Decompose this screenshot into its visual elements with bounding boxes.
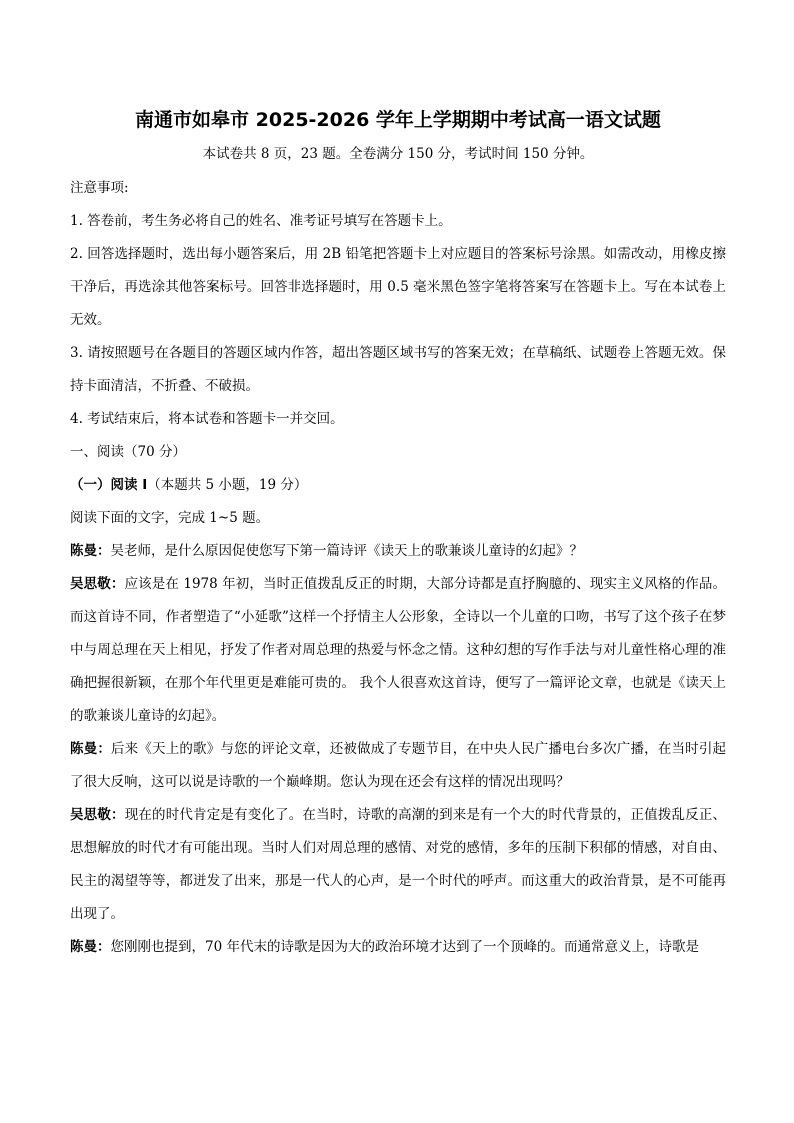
exam-page — [70, 106, 726, 964]
dialogue-text: 应该是在 1978 年初，当时正值拨乱反正的时期，大部分诗都是直抒胸臆的、现实主义风格的作品。而这首诗不同，作者塑造了“小延歌”这样一个抒情主人公形象，全诗以一个儿童的口吻，书写了这个孩子在梦中与周总理在天上相见，抒发了作者对周总理的热爱与怀念之情。这种幻想的写作手法与对儿童性格心理的准确把握很新颖，在那个年代里更是难能可贵的。 我个人很喜欢这首诗，便写了一篇评论文章，也就是《读天上的歌兼谈儿童诗的幻起》。 — [70, 576, 726, 724]
dialogue-paragraph — [70, 799, 726, 931]
dialogue-paragraph — [70, 733, 726, 799]
dialogue-paragraph — [70, 931, 726, 964]
subsection-label: （一）阅读 I — [70, 477, 148, 493]
exam-title: 南通市如皋市 2025-2026 学年上学期期中考试高一语文试题 — [135, 109, 661, 131]
dialogue-paragraph — [70, 535, 726, 568]
notice-heading: 注意事项: — [70, 180, 129, 196]
dialogue-text: 后来《天上的歌》与您的评论文章，还被做成了专题节目，在中央人民广播电台多次广播，在当时引起了很大反响，这可以说是诗歌的一个巅峰期。您认为现在还会有这样的情况出现吗？ — [70, 741, 727, 790]
subsection-note: （本题共 5 小题，19 分） — [147, 477, 308, 493]
notice-item-2: 2. 回答选择题时，选出每小题答案后，用 2B 铅笔把答题卡上对应题目的答案标号涂黑。如需改动，用橡皮擦干净后，再选涂其他答案标号。回答非选择题时，用 0.5 毫米黑色签字笔将答案写在答题卡上。写在本试卷上无效。 — [70, 246, 726, 328]
dialogue-text: 现在的时代肯定是有变化了。在当时，诗歌的高潮的到来是有一个大的时代背景的，正值拨乱反正、思想解放的时代才有可能出现。当时人们对周总理的感情、对党的感情，多年的压制下积郁的情感，对自由、民主的渴望等等，都迸发了出来，那是一代人的心声，是一个时代的呼声。而这重大的政治背景，是不可能再出现了。 — [70, 807, 727, 922]
subsection-title — [70, 469, 726, 502]
dialogue-text: 吴老师，是什么原因促使您写下第一篇诗评《读天上的歌兼谈儿童诗的幻起》？ — [110, 543, 583, 559]
dialogue-paragraph — [70, 568, 726, 733]
notice-item-3: 3. 请按照题号在各题目的答题区域内作答，超出答题区域书写的答案无效；在草稿纸、试题卷上答题无效。保持卡面清洁，不折叠、不破损。 — [70, 345, 726, 394]
speaker-label: 陈曼： — [70, 543, 111, 559]
dialogue-text: 您刚刚也提到，70 年代末的诗歌是因为大的政治环境才达到了一个顶峰的。而通常意义上，诗歌是 — [110, 939, 699, 955]
section-title: 一、阅读（70 分） — [70, 444, 186, 460]
notice-item-1: 1. 答卷前，考生务必将自己的姓名、准考证号填写在答题卡上。 — [70, 213, 452, 229]
speaker-label: 陈曼： — [70, 939, 111, 955]
speaker-label: 吴思敬： — [70, 576, 125, 592]
speaker-label: 吴思敬： — [70, 807, 125, 823]
exam-subtitle: 本试卷共 8 页，23 题。全卷满分 150 分，考试时间 150 分钟。 — [202, 146, 594, 162]
reading-instruction: 阅读下面的文字，完成 1~5 题。 — [70, 510, 270, 526]
speaker-label: 陈曼： — [70, 741, 112, 757]
notice-item-4: 4. 考试结束后，将本试卷和答题卡一并交回。 — [70, 411, 344, 427]
